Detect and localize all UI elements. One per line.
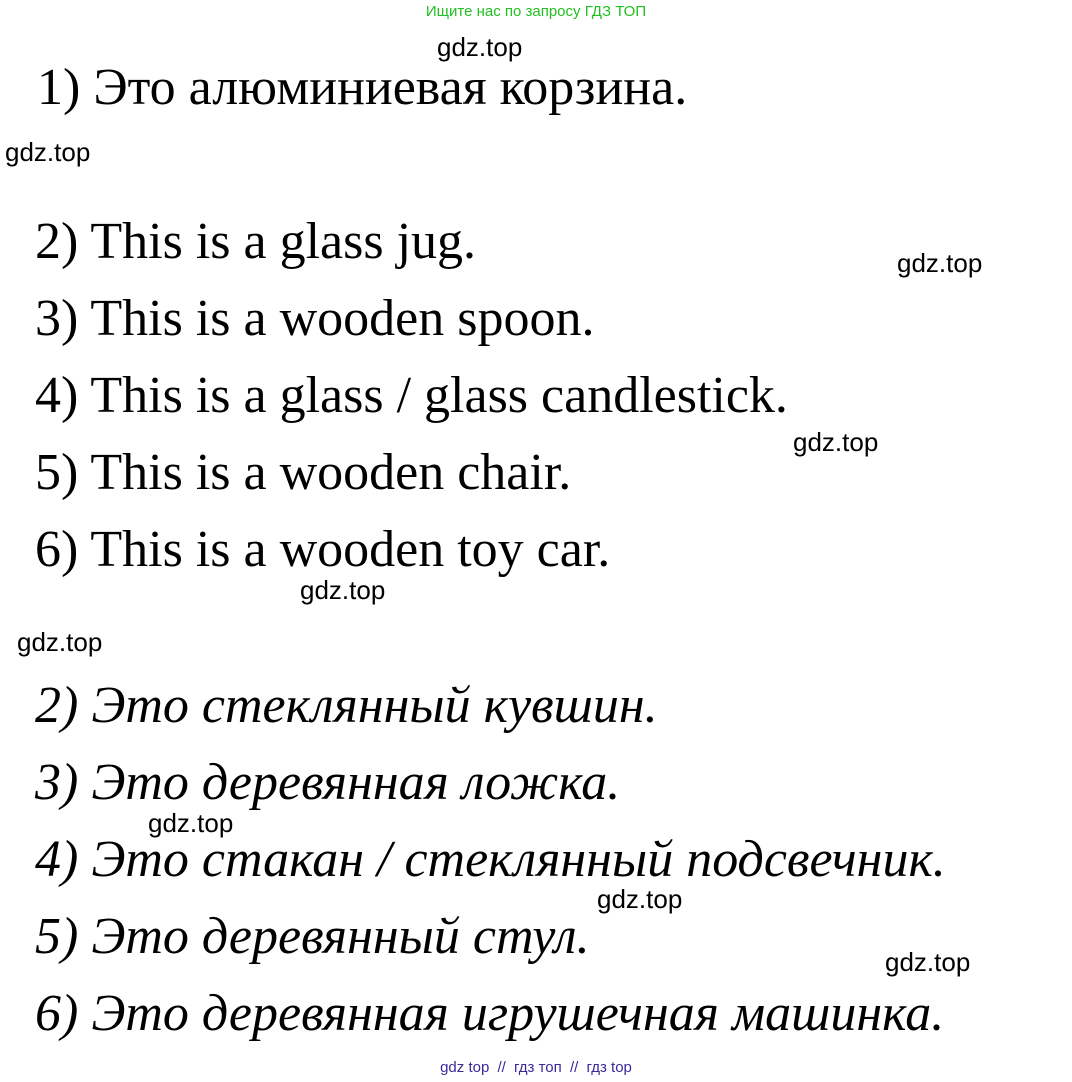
answer-line-4-en: 4) This is a glass / glass candlestick. (35, 367, 788, 424)
watermark: gdz.top (17, 627, 103, 657)
answer-line-6-en: 6) This is a wooden toy car. (35, 521, 611, 578)
watermark: gdz.top (5, 137, 91, 167)
watermark: gdz.top (300, 575, 386, 605)
answer-line-5-en: 5) This is a wooden chair. (35, 444, 572, 501)
footer-link-gdz-top-mixed[interactable]: гдз top (586, 1059, 632, 1076)
footer-separator: // (497, 1059, 506, 1076)
footer-links (0, 1058, 1072, 1078)
footer-link-gdz-top-ru[interactable]: гдз топ (514, 1059, 562, 1076)
answer-line-2-en: 2) This is a glass jug. (35, 213, 477, 270)
translation-line-2-ru: 2) Это стеклянный кувшин. (35, 677, 658, 734)
translation-line-3-ru: 3) Это деревянная ложка. (35, 754, 621, 811)
translation-line-4-ru: 4) Это стакан / стеклянный подсвечник. (35, 831, 946, 888)
watermark: gdz.top (885, 947, 971, 977)
watermark: gdz.top (148, 808, 234, 838)
answer-line-1-ru: 1) Это алюминиевая корзина. (37, 59, 688, 116)
watermark: gdz.top (437, 32, 523, 62)
footer-link-gdz-top[interactable]: gdz top (440, 1059, 490, 1076)
watermark: gdz.top (793, 427, 879, 457)
translation-line-6-ru: 6) Это деревянная игрушечная машинка. (35, 985, 945, 1042)
top-banner-text: Ищите нас по запросу ГДЗ ТОП (425, 3, 647, 20)
watermark: gdz.top (597, 884, 683, 914)
answer-line-3-en: 3) This is a wooden spoon. (35, 290, 595, 347)
footer-separator: // (569, 1059, 579, 1076)
translation-line-5-ru: 5) Это деревянный стул. (35, 908, 590, 965)
watermark: gdz.top (897, 248, 983, 278)
